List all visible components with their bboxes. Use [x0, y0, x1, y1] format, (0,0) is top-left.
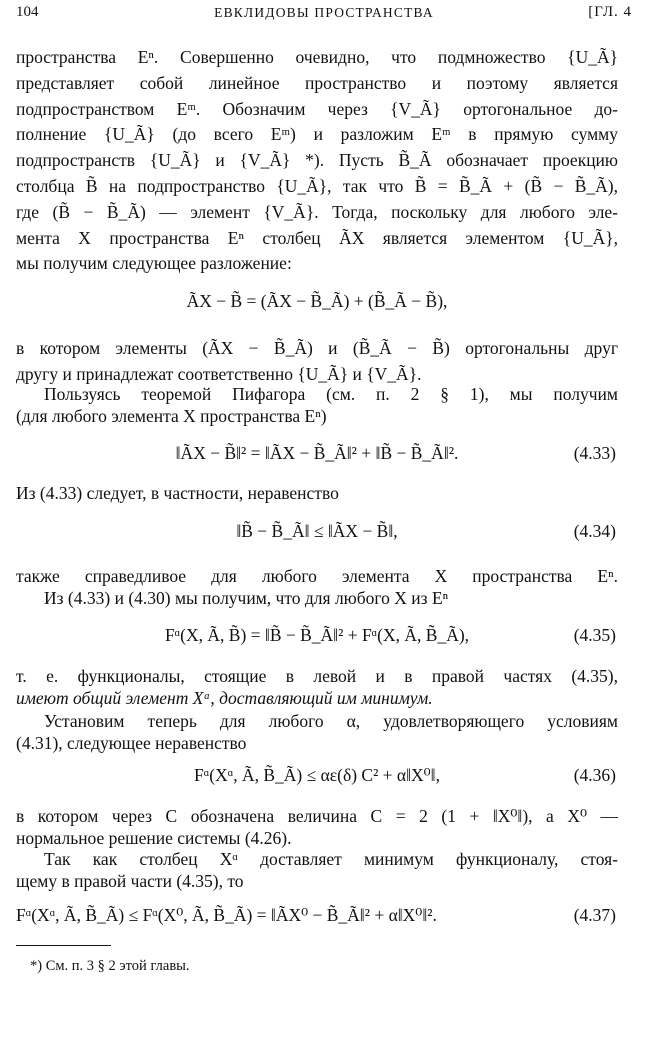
text-line: в котором элементы (ÃX − B̃_Ã) и (B̃_Ã − B̃) ортогональны друг	[16, 338, 618, 358]
text-line: пространства Eⁿ. Совершенно очевидно, что подмножество {U_Ã}	[16, 47, 618, 67]
equation-4-37: Fᵅ(Xᵅ, Ã, B̃_Ã) ≤ Fᵅ(X⁰, Ã, B̃_Ã) = ‖ÃX⁰ − B̃_Ã‖² + α‖X⁰‖².	[16, 905, 437, 925]
text-line: подпространством Eᵐ. Обозначим через {V_Ã} ортогональное до-	[16, 99, 618, 119]
equation-decomposition: ÃX − B̃ = (ÃX − B̃_Ã) + (B̃_Ã − B̃),	[186, 291, 448, 311]
text-line: (4.31), следующее неравенство	[16, 733, 247, 753]
text-line: в котором через C обозначена величина C = 2 (1 + ‖X⁰‖), а X⁰ —	[16, 806, 618, 826]
text-line: где (B̃ − B̃_Ã) — элемент {V_Ã}. Тогда, поскольку для любого эле-	[16, 202, 618, 222]
equation-number: (4.33)	[573, 443, 616, 463]
equation-4-35: Fᵅ(X, Ã, B̃) = ‖B̃ − B̃_Ã‖² + Fᵅ(X, Ã, B̃_Ã),	[164, 625, 470, 645]
footnote: *) См. п. 3 § 2 этой главы.	[30, 958, 190, 974]
equation-number: (4.36)	[573, 765, 616, 785]
text-line: (для любого элемента X пространства Eⁿ)	[16, 406, 327, 426]
text-line: Из (4.33) и (4.30) мы получим, что для любого X из Eⁿ	[44, 588, 449, 608]
text-line: другу и принадлежат соответственно {U_Ã} и {V_Ã}.	[16, 364, 422, 384]
equation-4-36: Fᵅ(Xᵅ, Ã, B̃_Ã) ≤ αε(δ) C² + α‖X⁰‖,	[194, 765, 440, 785]
page-number: 104	[16, 4, 39, 20]
text-line: подпространств {U_Ã} и {V_Ã} *). Пусть B̃_Ã обозначает проекцию	[16, 150, 618, 170]
text-line: Так как столбец Xᵅ доставляет минимум функционалу, стоя-	[44, 849, 618, 869]
equation-number: (4.34)	[573, 521, 616, 541]
text-line: представляет собой линейное пространство и поэтому является	[16, 73, 618, 93]
text-line: полнение {U_Ã} (до всего Eᵐ) и разложим Eᵐ в прямую сумму	[16, 124, 618, 144]
running-header	[16, 4, 632, 24]
text-line: Установим теперь для любого α, удовлетворяющего условиям	[44, 711, 618, 731]
text-line: т. е. функционалы, стоящие в левой и в правой частях (4.35),	[16, 666, 618, 686]
text-line: также справедливое для любого элемента X пространства Eⁿ.	[16, 566, 618, 586]
running-title: ЕВКЛИДОВЫ ПРОСТРАНСТВА	[214, 5, 434, 20]
text-line: столбца B̃ на подпространство {U_Ã}, так что B̃ = B̃_Ã + (B̃ − B̃_Ã),	[16, 176, 618, 196]
text-line: нормальное решение системы (4.26).	[16, 828, 292, 848]
text-line: щему в правой части (4.35), то	[16, 871, 244, 891]
text-line: Из (4.33) следует, в частности, неравенство	[16, 483, 339, 503]
text-line: мы получим следующее разложение:	[16, 253, 292, 273]
text-line: мента X пространства Eⁿ столбец ÃX является элементом {U_Ã},	[16, 228, 618, 248]
footnote-divider	[16, 945, 111, 946]
text-line: Пользуясь теоремой Пифагора (см. п. 2 § 1), мы получим	[44, 384, 618, 404]
equation-number: (4.37)	[573, 905, 616, 925]
equation-4-34: ‖B̃ − B̃_Ã‖ ≤ ‖ÃX − B̃‖,	[236, 521, 398, 541]
chapter-label: [ГЛ. 4	[588, 4, 632, 20]
italic-text-line: имеют общий элемент Xᵅ, доставляющий им минимум.	[16, 688, 433, 708]
equation-number: (4.35)	[573, 625, 616, 645]
equation-4-33: ‖ÃX − B̃‖² = ‖ÃX − B̃_Ã‖² + ‖B̃ − B̃_Ã‖².	[175, 443, 459, 463]
